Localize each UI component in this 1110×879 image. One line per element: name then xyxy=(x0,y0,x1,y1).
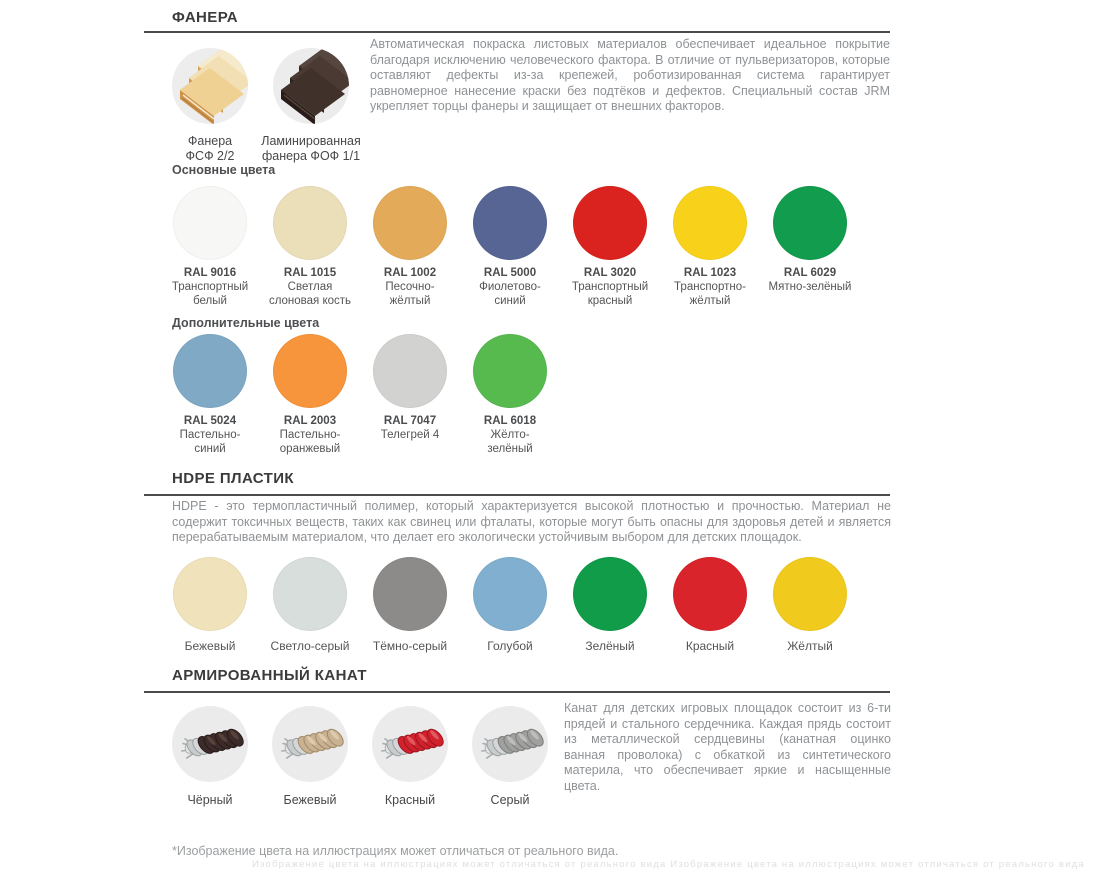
color-circle xyxy=(473,334,547,408)
color-name: Жёлто- зелёный xyxy=(487,429,533,455)
plywood-stack-icon xyxy=(172,48,248,124)
main-colors-label: Основные цвета xyxy=(172,163,276,177)
color-name: Жёлтый xyxy=(787,639,833,653)
ral-code: RAL 6018 xyxy=(483,415,537,427)
color-circle xyxy=(573,557,647,631)
color-name: Голубой xyxy=(487,639,533,653)
rope-color-name: Серый xyxy=(490,793,530,807)
footer-disclaimer: *Изображение цвета на иллюстрациях может отличаться от реального вида. xyxy=(172,844,619,858)
color-swatch xyxy=(260,186,360,308)
color-name: Бежевый xyxy=(184,639,236,653)
color-swatch xyxy=(160,334,260,456)
material-label: Фанера ФСФ 2/2 xyxy=(185,134,235,163)
color-swatch xyxy=(460,334,560,456)
color-swatch xyxy=(460,186,560,308)
ral-code: RAL 1015 xyxy=(283,267,337,279)
color-circle xyxy=(273,186,347,260)
color-swatch xyxy=(760,557,860,653)
color-name: Транспортный красный xyxy=(571,281,649,307)
rope-icon xyxy=(272,706,348,782)
rope-color-name: Чёрный xyxy=(187,793,233,807)
extra-colors-label: Дополнительные цвета xyxy=(172,316,320,330)
color-circle xyxy=(173,334,247,408)
color-swatch xyxy=(760,186,860,295)
color-name: Фиолетово- синий xyxy=(479,281,541,307)
color-name: Пастельно- синий xyxy=(179,429,241,455)
ral-code: RAL 3020 xyxy=(583,267,637,279)
ral-code: RAL 1023 xyxy=(683,267,737,279)
color-swatch xyxy=(660,557,760,653)
rope-sample xyxy=(460,706,560,807)
color-swatch xyxy=(360,334,460,443)
rope-description: Канат для детских игровых площадок состоит из 6-ти прядей и стального сердечника. Каждая прядь состоит из металлической сердцевины (канатная оцинко ванная проволока) с обкаткой из синтетического материла, что обеспечивает яркие и насыщенные цвета. xyxy=(564,701,891,793)
color-circle xyxy=(273,557,347,631)
color-circle xyxy=(373,186,447,260)
ral-code: RAL 7047 xyxy=(383,415,437,427)
rope-color-name: Красный xyxy=(384,793,436,807)
color-name: Тёмно-серый xyxy=(372,639,448,653)
section-title-plywood: ФАНЕРА xyxy=(172,9,239,26)
color-swatch xyxy=(560,557,660,653)
section-title-rope: АРМИРОВАННЫЙ КАНАТ xyxy=(172,667,367,684)
color-circle xyxy=(673,186,747,260)
ral-code: RAL 9016 xyxy=(183,267,237,279)
material-plywood-fsf xyxy=(160,48,260,164)
rope-sample xyxy=(160,706,260,807)
color-swatch xyxy=(460,557,560,653)
ral-code: RAL 5024 xyxy=(183,415,237,427)
rope-sample xyxy=(360,706,460,807)
hdpe-description: HDPE - это термопластичный полимер, который характеризуется высокой плотностью и прочностью. Материал не содержит токсичных веществ, таких как свинец или фталаты, которые могут быть опасны для здоровья детей и является перерабатываемым материалом, что делает его экологически устойчивым выбором для детских площадок. xyxy=(172,499,891,545)
section-rule xyxy=(144,494,890,496)
color-circle xyxy=(173,186,247,260)
section-rule xyxy=(144,31,890,33)
rope-icon xyxy=(372,706,448,782)
color-swatch xyxy=(260,334,360,456)
color-swatch xyxy=(160,186,260,308)
color-name: Светлая слоновая кость xyxy=(268,281,352,307)
color-circle xyxy=(373,557,447,631)
color-name: Красный xyxy=(685,639,735,653)
section-rule xyxy=(144,691,890,693)
cropped-text-artifact: Изображение цвета на иллюстрациях может отличаться от реального вида Изображение цвета на иллюстрациях может отличаться от реального вида xyxy=(252,859,1085,870)
laminated-plywood-stack-icon xyxy=(273,48,349,124)
material-plywood-fof xyxy=(253,48,369,164)
rope-icon xyxy=(472,706,548,782)
color-name: Транспортный белый xyxy=(171,281,249,307)
color-circle xyxy=(273,334,347,408)
material-label: Ламинированная фанера ФОФ 1/1 xyxy=(261,134,361,163)
plywood-description: Автоматическая покраска листовых материалов обеспечивает идеальное покрытие благодаря исключению человеческого фактора. В отличие от пульверизаторов, которые оставляют дефекты из-за крепежей, роботизированная система гарантирует равномерное нанесение краски без подтёков и дефектов. Специальный состав JRM укрепляет торцы фанеры и защищает от внешних факторов. xyxy=(370,37,890,114)
color-circle xyxy=(773,557,847,631)
color-swatch xyxy=(360,186,460,308)
color-circle xyxy=(473,186,547,260)
rope-sample xyxy=(260,706,360,807)
color-swatch xyxy=(260,557,360,653)
color-circle xyxy=(173,557,247,631)
color-name: Пастельно- оранжевый xyxy=(279,429,341,455)
ral-code: RAL 1002 xyxy=(383,267,437,279)
ral-code: RAL 5000 xyxy=(483,267,537,279)
color-swatch xyxy=(560,186,660,308)
color-swatch xyxy=(360,557,460,653)
color-circle xyxy=(373,334,447,408)
color-circle xyxy=(773,186,847,260)
color-circle xyxy=(673,557,747,631)
color-name: Зелёный xyxy=(585,639,635,653)
color-circle xyxy=(573,186,647,260)
color-name: Транспортно- жёлтый xyxy=(674,281,746,307)
ral-code: RAL 6029 xyxy=(783,267,837,279)
section-title-hdpe: HDPE ПЛАСТИК xyxy=(172,470,294,487)
color-circle xyxy=(473,557,547,631)
rope-icon xyxy=(172,706,248,782)
ral-code: RAL 2003 xyxy=(283,415,337,427)
rope-color-name: Бежевый xyxy=(283,793,337,807)
color-name: Мятно-зелёный xyxy=(768,281,852,293)
color-swatch xyxy=(160,557,260,653)
color-swatch xyxy=(660,186,760,308)
color-name: Телегрей 4 xyxy=(380,429,440,441)
color-name: Светло-серый xyxy=(270,639,350,653)
color-name: Песочно- жёлтый xyxy=(385,281,435,307)
